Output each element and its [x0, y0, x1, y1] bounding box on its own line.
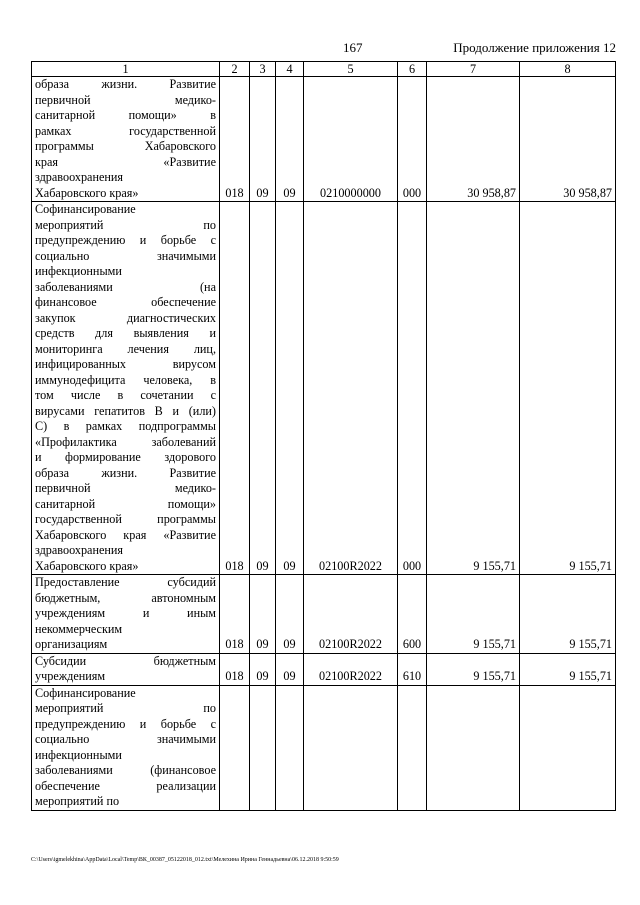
amount-cell: 9 155,71 [520, 575, 616, 654]
section-code-cell: 09 [250, 77, 276, 202]
description-line: Предоставление субсидий [35, 575, 216, 589]
target-article-cell: 02100R2022 [304, 575, 398, 654]
amount-cell: 9 155,71 [427, 575, 520, 654]
description-line: средств для выявления и [35, 326, 216, 340]
description-line: программы Хабаровского [35, 139, 216, 153]
description-line: организациям [35, 637, 108, 651]
description-line: края «Развитие [35, 154, 216, 169]
description-line: заболеваниями (финансовое [35, 763, 216, 777]
subsection-code-cell [276, 685, 304, 810]
row-description [32, 575, 220, 654]
ministry-code-cell: 018 [220, 77, 250, 202]
description-line: Хабаровского края» [35, 185, 139, 200]
expense-type-cell [398, 685, 427, 810]
description-line: «Профилактика заболеваний [35, 434, 216, 449]
description-line: Софинансирование [35, 685, 136, 700]
description-line: здравоохранения [35, 543, 124, 557]
continuation-label: Продолжение приложения 12 [453, 40, 616, 55]
description-line: инфекционными [35, 264, 122, 278]
description-line: бюджетным, автономным [35, 590, 216, 605]
amount-cell: 9 155,71 [427, 202, 520, 575]
description-line: мониторинга лечения лиц, [35, 341, 216, 356]
description-line: Субсидии бюджетным [35, 653, 216, 668]
description-line: вирусами гепатитов В и (или) [35, 403, 216, 418]
row-description [32, 685, 220, 810]
description-line: том числе в сочетании с [35, 388, 216, 402]
description-line: первичной медико- [35, 481, 216, 495]
column-header: 5 [304, 62, 398, 77]
section-code-cell [250, 685, 276, 810]
ministry-code-cell: 018 [220, 202, 250, 575]
description-line: обеспечение реализации [35, 778, 216, 793]
description-line: мероприятий по [35, 701, 216, 715]
row-description [32, 653, 220, 685]
description-line: С) в рамках подпрограммы [35, 419, 216, 433]
amount-cell: 9 155,71 [520, 202, 616, 575]
description-line: государственной программы [35, 512, 216, 526]
expense-type-cell: 000 [398, 202, 427, 575]
amount-cell: 30 958,87 [520, 77, 616, 202]
row-description [32, 77, 220, 202]
description-line: санитарной помощи» [35, 496, 216, 511]
description-line: финансовое обеспечение [35, 295, 216, 309]
table-row [32, 77, 616, 202]
description-line: Хабаровского края «Развитие [35, 527, 216, 542]
description-line: закупок диагностических [35, 310, 216, 325]
subsection-code-cell: 09 [276, 202, 304, 575]
description-line: некоммерческим [35, 621, 123, 636]
description-line: образа жизни. Развитие [35, 465, 216, 480]
description-line: иммунодефицита человека, в [35, 372, 216, 387]
expense-type-cell: 600 [398, 575, 427, 654]
column-header: 2 [220, 62, 250, 77]
description-line: Софинансирование [35, 202, 136, 216]
description-line: санитарной помощи» в [35, 108, 216, 122]
column-header: 6 [398, 62, 427, 77]
column-header: 1 [32, 62, 220, 77]
file-path-footer: C:\Users\igmelekhina\AppData\Local\Temp\ВК_00387_05122018_012.txt\Мелехина Ирина Геннадьевна\06.12.2018 9:50:59 [31, 857, 339, 863]
column-header: 3 [250, 62, 276, 77]
section-code-cell: 09 [250, 653, 276, 685]
amount-cell: 30 958,87 [427, 77, 520, 202]
column-header: 8 [520, 62, 616, 77]
description-line: мероприятий по [35, 794, 120, 808]
subsection-code-cell: 09 [276, 77, 304, 202]
column-number-row [32, 62, 616, 77]
expense-type-cell: 000 [398, 77, 427, 202]
description-line: и формирование здорового [35, 450, 216, 464]
description-line: здравоохранения [35, 170, 124, 184]
description-line: рамках государственной [35, 123, 216, 138]
description-line: заболеваниями (на [35, 279, 216, 294]
description-line: учреждениям и иным [35, 606, 216, 620]
budget-table [31, 61, 616, 811]
ministry-code-cell: 018 [220, 653, 250, 685]
table-row [32, 575, 616, 654]
target-article-cell: 02100R2022 [304, 202, 398, 575]
target-article-cell: 0210000000 [304, 77, 398, 202]
amount-cell [427, 685, 520, 810]
amount-cell: 9 155,71 [520, 653, 616, 685]
description-line: мероприятий по [35, 217, 216, 232]
description-line: предупреждению и борьбе с [35, 233, 216, 247]
description-line: социально значимыми [35, 248, 216, 263]
target-article-cell [304, 685, 398, 810]
amount-cell [520, 685, 616, 810]
section-code-cell: 09 [250, 202, 276, 575]
ministry-code-cell: 018 [220, 575, 250, 654]
row-description [32, 202, 220, 575]
table-row [32, 685, 616, 810]
description-line: инфицированных вирусом [35, 357, 216, 371]
target-article-cell: 02100R2022 [304, 653, 398, 685]
description-line: предупреждению и борьбе с [35, 716, 216, 731]
description-line: Хабаровского края» [35, 558, 139, 573]
description-line: учреждениям [35, 669, 106, 683]
ministry-code-cell [220, 685, 250, 810]
section-code-cell: 09 [250, 575, 276, 654]
description-line: первичной медико- [35, 92, 216, 107]
table-row [32, 653, 616, 685]
subsection-code-cell: 09 [276, 575, 304, 654]
page-number: 167 [343, 40, 363, 55]
column-header: 7 [427, 62, 520, 77]
subsection-code-cell: 09 [276, 653, 304, 685]
expense-type-cell: 610 [398, 653, 427, 685]
description-line: социально значимыми [35, 732, 216, 746]
description-line: образа жизни. Развитие [35, 77, 216, 91]
table-row [32, 202, 616, 575]
amount-cell: 9 155,71 [427, 653, 520, 685]
column-header: 4 [276, 62, 304, 77]
description-line: инфекционными [35, 747, 122, 762]
